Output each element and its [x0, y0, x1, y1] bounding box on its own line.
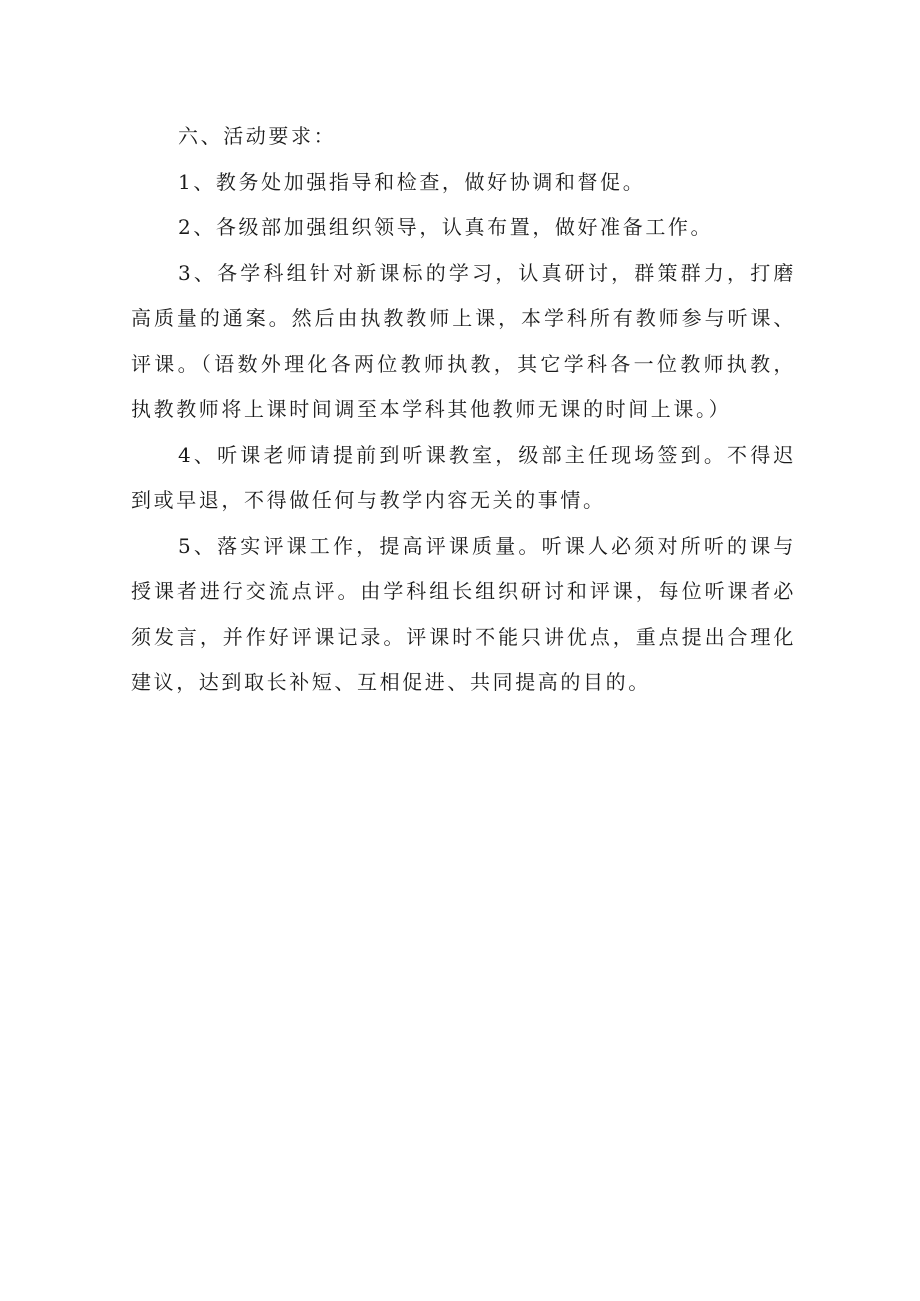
requirement-item-3: 3、各学科组针对新课标的学习，认真研讨，群策群力，打磨高质量的通案。然后由执教教师上课，本学科所有教师参与听课、评课。（语数外理化各两位教师执教，其它学科各一位教师执教，执教教师将上课时间调至本学科其他教师无课的时间上课。）	[131, 260, 796, 421]
section-heading: 六、活动要求：	[178, 124, 337, 148]
requirement-item-1: 1、教务处加强指导和检查，做好协调和督促。	[178, 169, 646, 194]
requirement-item-5: 5、落实评课工作，提高评课质量。听课人必须对所听的课与授课者进行交流点评。由学科组长组织研讨和评课，每位听课者必须发言，并作好评课记录。评课时不能只讲优点，重点提出合理化建议，达到取长补短、互相促进、共同提高的目的。	[131, 533, 796, 694]
requirement-item-2: 2、各级部加强组织领导，认真布置，做好准备工作。	[178, 215, 714, 239]
requirement-item-4: 4、听课老师请提前到听课教室，级部主任现场签到。不得迟到或早退，不得做任何与教学内容无关的事情。	[131, 442, 796, 512]
document-body	[131, 114, 796, 706]
